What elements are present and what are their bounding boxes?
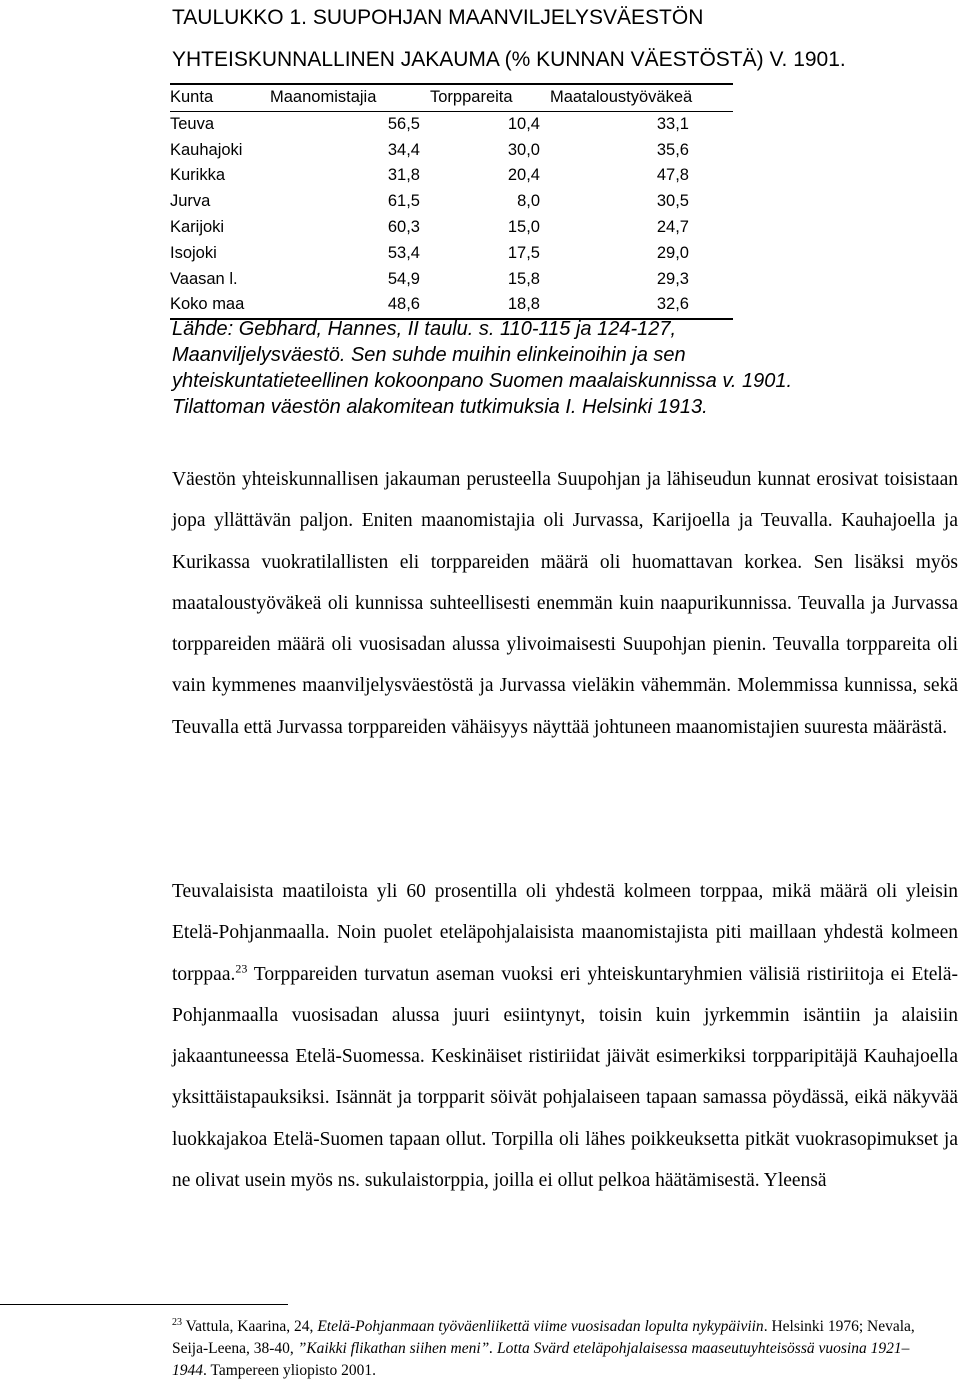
table-cell-municipality: Isojoki (170, 243, 217, 262)
footnote-reference[interactable]: 23 (235, 961, 248, 976)
footnote-text-3: . Tampereen yliopisto 2001. (203, 1362, 376, 1379)
table-cell-value: 17,5 (507, 243, 540, 262)
paragraph-2-part-1: Teuvalaisista maatiloista yli 60 prosentilla oli yhdestä kolmeen torppaa, mikä määrä oli yleisin Etelä-Pohjanmaalla. Noin puolet eteläpohjalaisista maanomistajista piti maillaan yhdestä kolmeen torppaa. (172, 881, 958, 985)
table-row (170, 111, 733, 137)
table-title-line-2: YHTEISKUNNALLINEN JAKAUMA (% KUNNAN VÄESTÖSTÄ) V. 1901. (172, 48, 846, 71)
table-cell-value: 60,3 (387, 217, 420, 236)
table-cell-municipality: Teuva (170, 114, 215, 133)
header-torppareita: Torppareita (430, 88, 513, 106)
table-cell-value: 56,5 (387, 114, 420, 133)
table-cell-municipality: Jurva (170, 192, 211, 211)
footnote-text-1: Vattula, Kaarina, 24, (182, 1318, 318, 1335)
table-cell-value: 53,4 (387, 243, 420, 262)
table-cell-value: 8,0 (517, 192, 540, 211)
header-kunta: Kunta (170, 88, 214, 106)
table-cell-value: 54,9 (387, 269, 420, 288)
footnote (172, 1316, 932, 1382)
source-line-1: Lähde: Gebhard, Hannes, II taulu. s. 110-115 ja 124-127, (172, 318, 677, 340)
footnote-divider (0, 1304, 288, 1305)
paragraph-2-part-2: Torppareiden turvatun aseman vuoksi eri yhteiskuntaryhmien välisiä ristiriitoja ei Etelä-Pohjanmaalla vuosisadan alussa juuri esiintynyt, toisin kuin jyrkemmin isäntiin ja alaisiin jakaantuneessa Etelä-Suomessa. Keskinäiset ristiriidat jäivät esimerkiksi torpparipitäjä Kauhajoella yksittäistapauksiksi. Isännät ja torpparit söivät pohjalaiseen tapaan samassa pöydässä, eikä näkyvää luokkajakoa Etelä-Suomen tapaan ollut. Torpilla oli lähes poikkeuksetta pitkät vuokrasopimukset ja ne olivat usein myös ns. sukulaistorppia, joilla ei ollut pelkoa häätämisestä. Yleensä (172, 963, 958, 1192)
table-cell-value: 15,0 (507, 217, 540, 236)
table-cell-value: 34,4 (387, 140, 420, 159)
footnote-title-1: Etelä-Pohjanmaan työväenliikettä viime vuosisadan lopulta nykypäiviin (317, 1318, 764, 1335)
table-row (170, 267, 733, 293)
table-row (170, 138, 733, 164)
table-cell-value: 20,4 (507, 166, 540, 185)
table-cell-municipality: Kauhajoki (170, 140, 243, 159)
table-cell-value: 32,6 (656, 295, 689, 314)
table-row (170, 189, 733, 215)
paragraph-1: Väestön yhteiskunnallisen jakauman perusteella Suupohjan ja lähiseudun kunnat erosivat toisistaan jopa yllättävän paljon. Eniten maanomistajia oli Jurvassa, Karijoella ja Teuvalla. Kauhajoella ja Kurikassa vuokratilallisten eli torppareiden määrä oli huomattavan korkea. Sen lisäksi myös maataloustyöväkeä oli kunnissa suhteellisesti enemmän kuin naapurikunnissa. Teuvalla ja Jurvassa torppareiden määrä oli vuosisadan alussa ylivoimaisesti Suupohjan pienin. Teuvalla torppareita oli vain kymmenes maanviljelysväestöstä ja Jurvassa vieläkin vähemmän. Molemmissa kunnissa, sekä Teuvalla että Jurvassa torppareiden vähäisyys näyttää johtuneen maanomistajien suuresta määrästä. (172, 469, 958, 738)
footnote-title-2: ”Kaikki flikathan siihen meni”. Lotta Svärd eteläpohjalaisessa maaseutuyhteisössä vuosina 1921–1944 (172, 1340, 910, 1379)
table-row (170, 163, 733, 189)
source-line-4: Tilattoman väestön alakomitean tutkimuksia I. Helsinki 1913. (172, 396, 708, 418)
table-title (172, 0, 932, 84)
table-cell-municipality: Vaasan l. (170, 269, 238, 288)
header-maataloustyovakea: Maataloustyöväkeä (550, 88, 693, 106)
table-cell-municipality: Karijoki (170, 217, 225, 236)
table-cell-value: 31,8 (387, 166, 420, 185)
table-cell-value: 24,7 (656, 217, 689, 236)
table-cell-municipality: Kurikka (170, 166, 226, 185)
footnote-text-2: . Helsinki 1976; Nevala, Seija-Leena, 38-40, (172, 1318, 915, 1357)
table-cell-value: 33,1 (656, 114, 689, 133)
source-line-2: Maanviljelysväestö. Sen suhde muihin elinkeinoihin ja sen (172, 344, 686, 366)
table-header-row (170, 84, 733, 111)
table-row (170, 241, 733, 267)
table-title-line-1: TAULUKKO 1. SUUPOHJAN MAANVILJELYSVÄESTÖN (172, 6, 704, 29)
population-table (170, 83, 733, 320)
header-maanomistajia: Maanomistajia (270, 88, 377, 106)
table-cell-value: 48,6 (387, 295, 420, 314)
table-cell-value: 61,5 (387, 192, 420, 211)
table-cell-value: 35,6 (656, 140, 689, 159)
table-cell-value: 10,4 (507, 114, 540, 133)
table-cell-value: 30,0 (507, 140, 540, 159)
table-cell-value: 30,5 (656, 192, 689, 211)
footnote-number: 23 (172, 1316, 182, 1328)
table-row (170, 215, 733, 241)
table-source (172, 316, 932, 420)
table-cell-value: 47,8 (656, 166, 689, 185)
table-cell-value: 18,8 (507, 295, 540, 314)
source-line-3: yhteiskuntatieteellinen kokoonpano Suomen maalaiskunnissa v. 1901. (172, 370, 793, 392)
table-cell-value: 29,0 (656, 243, 689, 262)
table-cell-value: 15,8 (507, 269, 540, 288)
table-cell-value: 29,3 (656, 269, 689, 288)
table-cell-municipality: Koko maa (170, 295, 245, 314)
paragraph-2 (172, 871, 958, 1201)
